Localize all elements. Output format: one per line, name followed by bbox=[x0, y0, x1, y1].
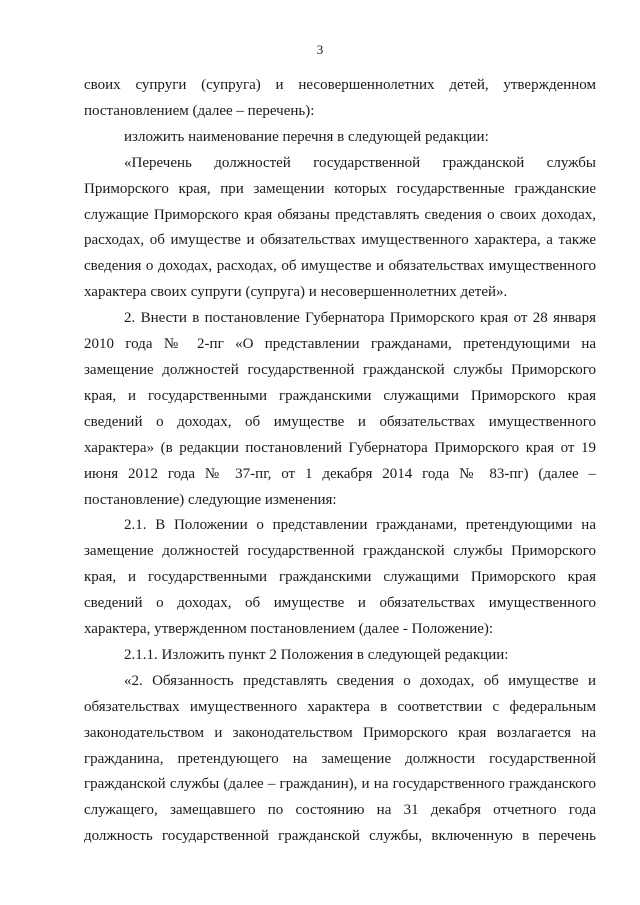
paragraph-clause-2-quote: «2. Обязанность представлять сведения о доходах, об имуществе и обязательствах имущественного характера в соответствии с федеральным законодательством и законодательством Приморского края возлагается на гражданина, претендующего на замещение должности государственной гражданской службы (далее – гражданин), и на государственного гражданского служащего, замещавшего по состоянию на 31 декабря отчетного года должность государственной гражданской службы, включенную в перечень bbox=[84, 672, 596, 845]
paragraph-item-2: 2. Внести в постановление Губернатора Приморского края от 28 января 2010 года № 2-пг «О представлении гражданами, претендующими на замещение должностей государственной гражданской службы Приморского края, и государственными гражданскими служащими Приморского края сведений о доходах, об имуществе и обязательствах имущественного характера» (в редакции постановлений Губернатора Приморского края от 19 июня 2012 года № 37-пг, от 1 декабря 2014 года № 83-пг) (далее – постановление) следующие изменения: bbox=[84, 310, 596, 508]
paragraph-item-2-1: 2.1. В Положении о представлении гражданами, претендующими на замещение должностей государственной гражданской службы Приморского края, и государственными гражданскими служащими Приморского края сведений о доходах, об имуществе и обязательствах имущественного характера, утвержденном постановлением (далее - Положение): bbox=[84, 517, 596, 638]
paragraph-instruction: изложить наименование перечня в следующей редакции: bbox=[124, 128, 489, 145]
page-number: 3 bbox=[316, 42, 324, 57]
paragraph-list-title-quote: «Перечень должностей государственной гражданской службы Приморского края, при замещении которых государственные гражданские служащие Приморского края обязаны представлять сведения о своих доходах, расходах, об имуществе и обязательствах имущественного характера, а также сведения о доходах, расходах, об имуществе и обязательствах имущественного характера своих супруги (супруга) и несовершеннолетних детей». bbox=[84, 154, 596, 301]
paragraph-continuation: своих супруги (супруга) и несовершеннолетних детей, утвержденном постановлением (далее – перечень): bbox=[84, 77, 596, 119]
document-body bbox=[84, 73, 596, 850]
paragraph-item-2-1-1: 2.1.1. Изложить пункт 2 Положения в следующей редакции: bbox=[124, 646, 509, 663]
